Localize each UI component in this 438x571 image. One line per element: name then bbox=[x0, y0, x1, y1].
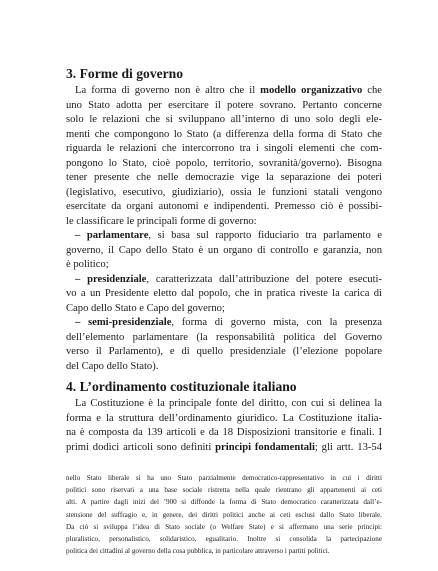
footnote-line: nello Stato liberale si ha uno Stato parzialmente democratico-rappresentativo in cui i diritti bbox=[66, 474, 382, 482]
text-run: primi dodici articoli sono definiti bbox=[66, 441, 216, 453]
text-run: tener presente che nelle democrazie vige la separazione dei poteri bbox=[66, 172, 382, 183]
paragraph-line bbox=[66, 258, 382, 271]
footnote-line: Da ciò si sviluppa l’idea di Stato sociale (o Welfare State) e si affermano una serie principi: bbox=[66, 522, 382, 531]
footnote-line: stensione del suffragio e, in genere, dei diritti politici anche ai ceti esclusi dallo Stato liberale. bbox=[66, 510, 382, 519]
bold-term: parlamentare bbox=[86, 230, 149, 241]
text-run: na è composta da 139 articoli e da 18 Disposizioni transitorie e finali. I bbox=[66, 427, 382, 439]
section-4-heading: 4. L’ordinamento costituzionale italiano bbox=[66, 379, 297, 394]
text-run: governo, il Capo dello Stato è un organo di controllo e garanzia, non bbox=[66, 244, 382, 256]
paragraph-line bbox=[66, 302, 382, 315]
paragraph-line bbox=[66, 200, 382, 213]
paragraph-line bbox=[75, 397, 382, 410]
paragraph-line bbox=[66, 113, 382, 126]
paragraph-line bbox=[66, 142, 382, 155]
text-run: (legislativo, esecutivo, giudiziario), ossia le funzioni statali vengono bbox=[66, 186, 382, 198]
bold-term: modello organizzativo bbox=[260, 85, 363, 96]
text-run: forma e la struttura dell’ordinamento giuridico. La Costituzione italia- bbox=[66, 412, 382, 424]
footnote-line: alti. A partire dagli inizi del ’900 si diffonde la forma di Stato democratico caratterizzata dall’e- bbox=[66, 498, 382, 507]
text-run: è politico; bbox=[66, 259, 109, 270]
text-run: La Costituzione è la principale fonte del diritto, con cui si delinea la bbox=[75, 398, 382, 409]
text-run: dell’elemento parlamentare (la responsabilità politica del Governo bbox=[66, 331, 382, 343]
text-run: le classificare le principali forme di governo: bbox=[66, 215, 257, 227]
paragraph-line bbox=[66, 412, 382, 425]
footnote-line: politici sono riservati a una base sociale ristretta nella quale rientrano gli appartenenti ai ceti bbox=[66, 486, 382, 495]
paragraph-line bbox=[66, 128, 382, 141]
bold-term: presidenziale bbox=[87, 273, 147, 285]
text-run: riguarda le relazioni che intercorrono tra i singoli elementi che com- bbox=[66, 143, 382, 154]
text-run: menti che compongono lo Stato (a differenza della forma di Stato che bbox=[66, 128, 382, 140]
text-run: , caratterizzata dall’attribuzione del potere esecuti- bbox=[146, 273, 382, 285]
text-run: ; gli artt. 13-54 bbox=[314, 441, 382, 453]
footnote-line: pluralistico, personalistico, solidaristico, egualitario. Inoltre si consolida la partecipazione bbox=[66, 535, 382, 543]
text-run: La forma di governo non è altro che il bbox=[75, 85, 261, 96]
paragraph-line bbox=[66, 441, 382, 454]
text-run: esercitate da organi autonomi e indipendenti. Premesso ciò è possibi- bbox=[66, 201, 382, 212]
paragraph-line bbox=[75, 273, 382, 286]
bold-term: – bbox=[75, 230, 87, 241]
paragraph-line bbox=[66, 360, 382, 373]
section-3-heading: 3. Forme di governo bbox=[66, 66, 184, 81]
paragraph-line bbox=[66, 287, 382, 300]
bold-term: principi fondamentali bbox=[215, 441, 315, 453]
text-run: del Capo dello Stato). bbox=[66, 360, 159, 372]
paragraph-line bbox=[66, 215, 382, 228]
text-run: , si basa sul rapporto fiduciario tra parlamento e bbox=[148, 230, 382, 241]
text-run: verso il Parlamento), e di quello presidenziale (l’elezione popolare bbox=[66, 346, 382, 357]
text-run: Capo dello Stato e Capo del governo; bbox=[66, 302, 225, 314]
paragraph-line bbox=[66, 171, 382, 184]
paragraph-line bbox=[66, 99, 382, 112]
paragraph-line bbox=[66, 244, 382, 257]
footnote-line: politica dei cittadini al governo della cosa pubblica, in particolare attraverso i partiti politici. bbox=[66, 547, 330, 556]
paragraph-line bbox=[75, 316, 382, 329]
paragraph-line bbox=[75, 229, 382, 242]
paragraph-line bbox=[66, 157, 382, 170]
paragraph-line bbox=[66, 426, 382, 439]
text-run: uno Stato adotta per esercitare il potere sovrano. Pertanto concerne bbox=[66, 99, 382, 111]
text-run: vo a un Presidente eletto dal popolo, che in pratica riveste la carica di bbox=[66, 288, 382, 299]
text-run: , forma di governo mista, con la presenza bbox=[171, 317, 382, 328]
paragraph-line bbox=[75, 84, 382, 97]
bold-term: – bbox=[75, 317, 89, 328]
paragraph-line bbox=[66, 331, 382, 344]
paragraph-line bbox=[66, 186, 382, 199]
bold-term: – bbox=[75, 273, 88, 285]
text-run: che bbox=[362, 85, 382, 96]
text-run: pongono lo Stato, cioè popolo, territorio, sovranità/governo). Bisogna bbox=[66, 157, 382, 169]
paragraph-line bbox=[66, 345, 382, 358]
text-run: solo le relazioni che si sviluppano all’interno di uno solo degli ele- bbox=[66, 114, 382, 125]
bold-term: semi-presidenziale bbox=[88, 317, 172, 328]
